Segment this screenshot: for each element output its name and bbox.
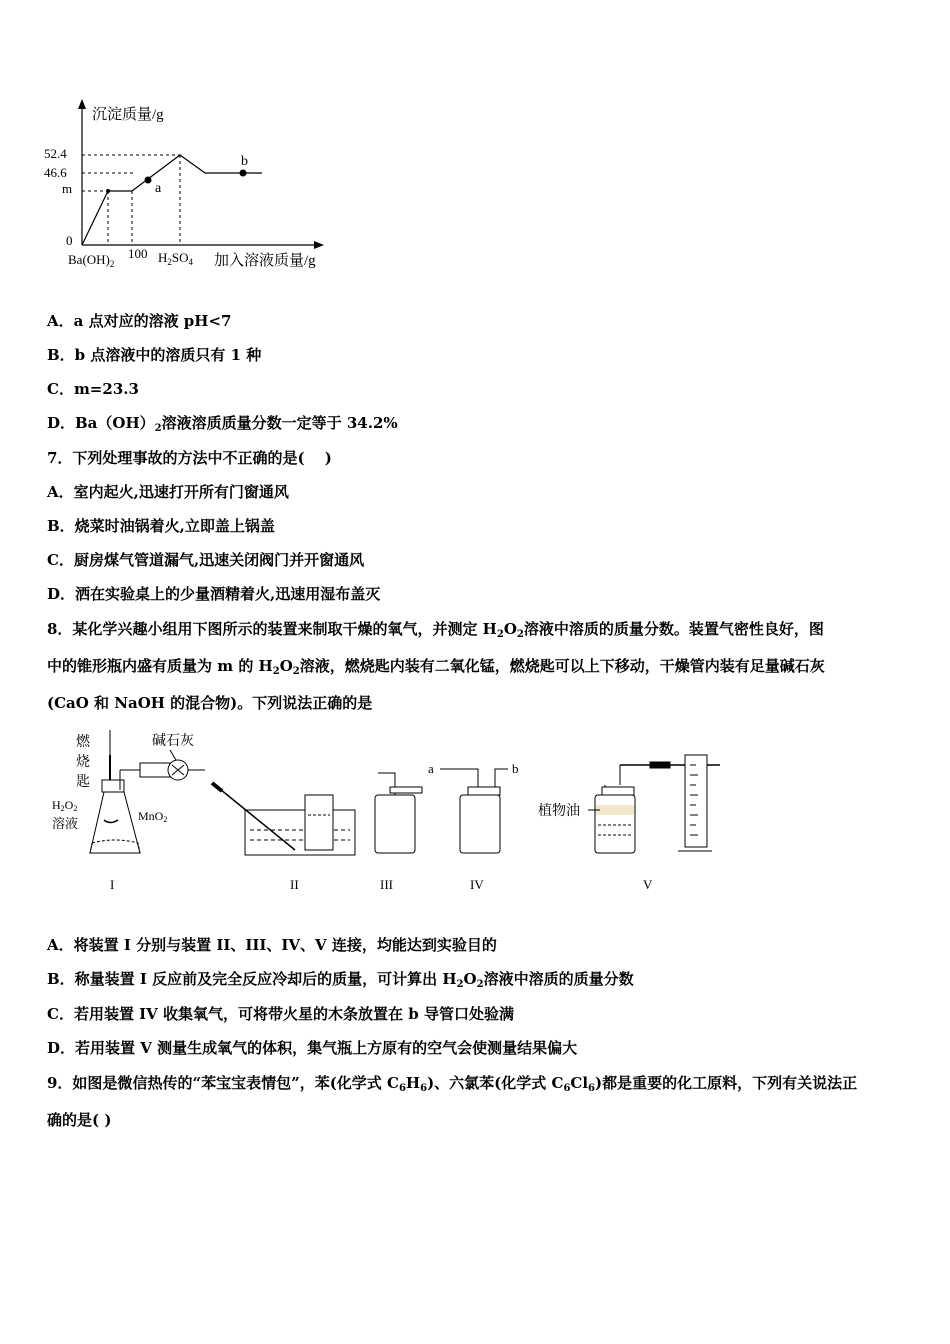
port-a-label: a <box>428 761 434 776</box>
apparatus-label-5: V <box>643 877 653 892</box>
q7-option-b: B．烧菜时油锅着火,立即盖上锅盖 <box>47 517 275 535</box>
q7-option-d: D．洒在实验桌上的少量酒精着火,迅速用湿布盖灭 <box>47 585 381 603</box>
point-b-label: b <box>241 154 248 169</box>
y-tick-m: m <box>62 181 73 196</box>
q8-option-a: A．将装置 I 分别与装置 II、III、IV、V 连接，均能达到实验目的 <box>47 936 497 954</box>
mno2-label: MnO2 <box>138 809 168 824</box>
apparatus-label-2: II <box>290 877 299 892</box>
precipitate-mass-graph <box>40 95 350 275</box>
q8-option-b: B．称量装置 I 反应前及完全反应冷却后的质量，可计算出 $H_2O_2$溶液中溶质的质量分数 <box>47 970 634 990</box>
q7-option-c: C．厨房煤气管道漏气,迅速关闭阀门并开窗通风 <box>47 551 365 569</box>
q6-option-a: A．a 点对应的溶液 pH<7 <box>47 312 232 330</box>
x-tick-100: 100 <box>128 246 148 261</box>
x-tick-baoh2: $Ba(OH)_2$ <box>68 252 115 269</box>
solution-label: 溶液 <box>52 816 79 831</box>
q8-stem-line-1: 8．某化学兴趣小组用下图所示的装置来制取干燥的氧气，并测定 $H_2O_2$溶液中溶质的质量分数。装置气密性良好，图 <box>47 620 824 640</box>
soda-lime-label: 碱石灰 <box>152 734 194 749</box>
q8-option-d: D．若用装置 V 测量生成氧气的体积，集气瓶上方原有的空气会使测量结果偏大 <box>47 1039 578 1057</box>
apparatus-label-1: I <box>110 877 115 892</box>
q8-stem-line-2: 中的锥形瓶内盛有质量为 m 的 $H_2O_2$溶液，燃烧匙内装有二氧化锰，燃烧匙可以上下移动，干燥管内装有足量碱石灰 <box>47 657 825 677</box>
q7-option-a: A．室内起火,迅速打开所有门窗通风 <box>47 483 289 501</box>
y-tick-52-4: 52.4 <box>44 146 67 161</box>
q6-option-c: C．m=23.3 <box>47 380 139 398</box>
q6-option-b: B．b 点溶液中的溶质只有 1 种 <box>47 346 262 364</box>
apparatus-figure <box>40 725 740 900</box>
q8-option-c: C．若用装置 IV 收集氧气，可将带火星的木条放置在 b 导管口处验满 <box>47 1005 514 1023</box>
x-axis-label: 加入溶液质量/g <box>214 253 316 269</box>
x-tick-h2so4: $H_2SO_4$ <box>158 250 194 267</box>
q6-option-d: D．$Ba(OH)_2$溶液溶质质量分数一定等于 34.2% <box>47 414 398 434</box>
y-tick-0: 0 <box>66 233 73 248</box>
q9-stem-line-1: 9．如图是微信热传的“苯宝宝表情包”，苯(化学式 $C_6H_6$)、六氯苯(化学式 $C_6Cl_6$)都是重要的化工原料，下列有关说法正 <box>47 1074 858 1094</box>
q7-stem: 7．下列处理事故的方法中不正确的是( ) <box>47 449 332 467</box>
spoon-label-2: 烧 <box>76 755 90 770</box>
q9-stem-line-2: 确的是( ) <box>47 1111 112 1129</box>
y-tick-46-6: 46.6 <box>44 165 67 180</box>
point-a-label: a <box>155 181 162 196</box>
y-axis-label: 沉淀质量/g <box>92 107 164 123</box>
spoon-label-3: 匙 <box>76 775 90 790</box>
port-b-label: b <box>512 761 519 776</box>
h2o2-label: H2O2 <box>52 798 78 813</box>
q8-stem-line-3: (CaO 和 NaOH 的混合物)。下列说法正确的是 <box>47 694 373 712</box>
apparatus-label-3: III <box>380 877 393 892</box>
veg-oil-label: 植物油 <box>538 804 580 819</box>
apparatus-label-4: IV <box>470 877 484 892</box>
spoon-label-1: 燃 <box>76 735 90 750</box>
